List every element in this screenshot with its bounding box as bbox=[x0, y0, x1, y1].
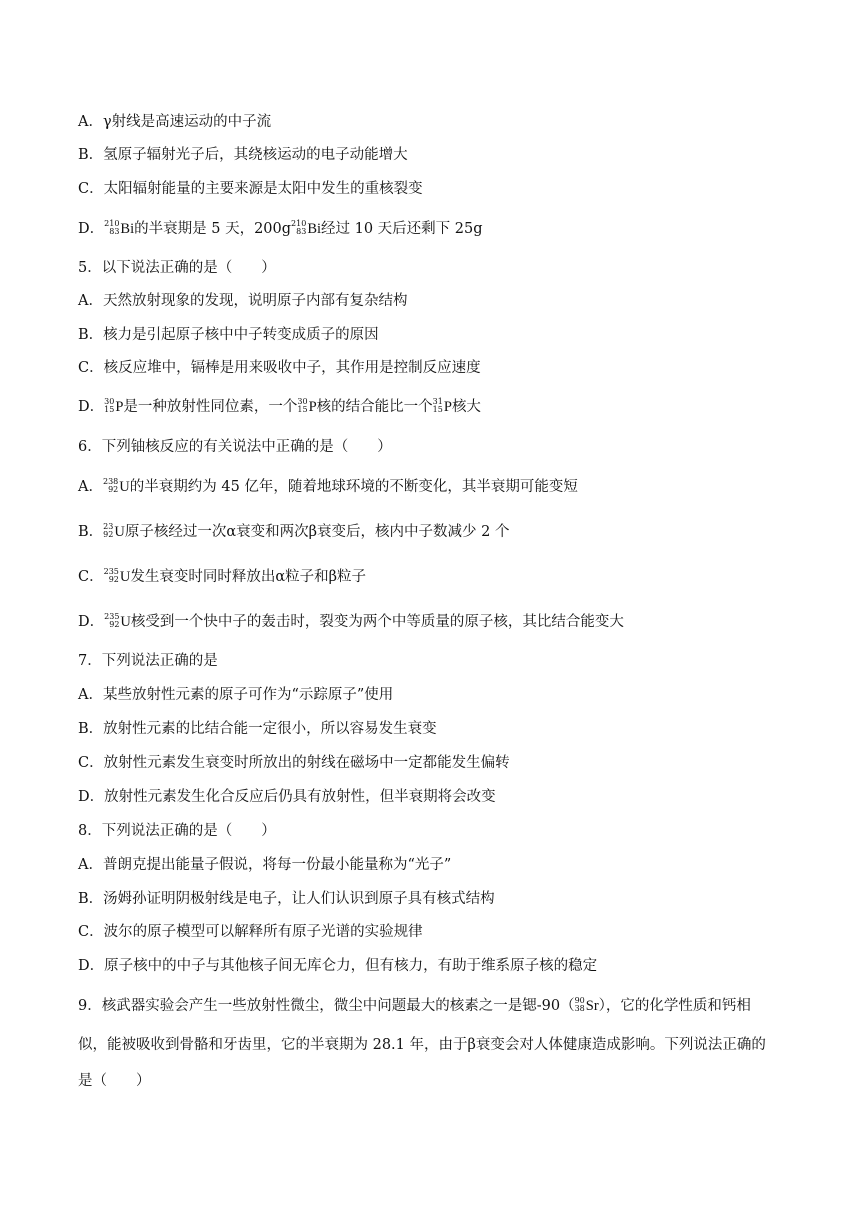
q8-option-b: B．汤姆孙证明阴极射线是电子，让人们认识到原子具有核式结构 bbox=[78, 891, 495, 907]
q8-option-c: C．波尔的原子模型可以解释所有原子光谱的实验规律 bbox=[78, 924, 423, 940]
q6-option-d bbox=[78, 612, 800, 632]
mass-number: 90 bbox=[574, 996, 585, 1005]
element-symbol: U bbox=[120, 614, 131, 630]
nuclide-notation bbox=[104, 398, 114, 414]
atomic-number: 83 bbox=[296, 227, 307, 236]
option-text: 发生衰变时同时释放出α粒子和β粒子 bbox=[130, 569, 367, 585]
q5-option-c: C．核反应堆中，镉棒是用来吸收中子，其作用是控制反应速度 bbox=[78, 360, 481, 376]
nuclide-notation bbox=[297, 398, 307, 414]
q7-option-c: C．放射性元素发生衰变时所放出的射线在磁场中一定都能发生偏转 bbox=[78, 755, 510, 771]
q6-option-b bbox=[78, 522, 800, 542]
nuclide-notation bbox=[103, 523, 113, 539]
q5-stem: 5．以下说法正确的是（ ） bbox=[78, 260, 276, 276]
option-text: 核受到一个快中子的轰击时，裂变为两个中等质量的原子核，其比结合能变大 bbox=[130, 614, 624, 630]
mass-number: 235 bbox=[104, 612, 120, 621]
nuclide-notation bbox=[104, 220, 119, 236]
q7-option-a: A．某些放射性元素的原子可作为“示踪原子”使用 bbox=[78, 687, 394, 703]
option-text: 的半衰期约为 45 亿年，随着地球环境的不断变化，其半衰期可能变短 bbox=[129, 479, 578, 495]
atomic-number: 92 bbox=[108, 575, 119, 584]
option-prefix: D． bbox=[78, 399, 105, 415]
atomic-number: 92 bbox=[103, 530, 114, 539]
q8-option-a: A．普朗克提出能量子假说，将每一份最小能量称为“光子” bbox=[78, 857, 452, 873]
atomic-number: 92 bbox=[109, 620, 120, 629]
q7-option-b: B．放射性元素的比结合能一定很小，所以容易发生衰变 bbox=[78, 721, 437, 737]
nuclide-notation bbox=[433, 398, 443, 414]
atomic-number: 83 bbox=[109, 227, 120, 236]
stem-text: 9．核武器实验会产生一些放射性微尘，微尘中问题最大的核素之一是锶-90（ bbox=[78, 998, 575, 1014]
element-symbol: P bbox=[308, 399, 317, 415]
atomic-number: 92 bbox=[108, 485, 119, 494]
atomic-number: 15 bbox=[432, 405, 443, 414]
stem-text: ），它的化学性质和钙相 bbox=[598, 998, 751, 1014]
q5-option-a: A．天然放射现象的发现，说明原子内部有复杂结构 bbox=[78, 293, 408, 309]
q9-stem-line-1 bbox=[78, 996, 800, 1016]
q8-option-d: D．原子核中的中子与其他核子间无库仑力，但有核力，有助于维系原子核的稳定 bbox=[78, 958, 598, 974]
atomic-number: 15 bbox=[104, 405, 115, 414]
mass-number: 210 bbox=[104, 219, 120, 228]
mass-number: 30 bbox=[297, 397, 308, 406]
atomic-number: 15 bbox=[297, 405, 308, 414]
option-prefix: C． bbox=[78, 569, 104, 585]
q8-stem: 8．下列说法正确的是（ ） bbox=[78, 823, 276, 839]
nuclide-notation bbox=[291, 220, 306, 236]
mass-number: 235 bbox=[103, 567, 119, 576]
q4-option-c: C．太阳辐射能量的主要来源是太阳中发生的重核裂变 bbox=[78, 181, 423, 197]
option-text: 是一种放射性同位素，一个 bbox=[123, 399, 298, 415]
q9-stem-line-2: 似，能被吸收到骨骼和牙齿里，它的半衰期为 28.1 年，由于β衰变会对人体健康造成影响。下列说法正确的 bbox=[78, 1037, 766, 1053]
q5-option-b: B．核力是引起原子核中中子转变成质子的原因 bbox=[78, 327, 379, 343]
q6-stem: 6．下列铀核反应的有关说法中正确的是（ ） bbox=[78, 439, 392, 455]
q9-stem-line-3: 是（ ） bbox=[78, 1073, 151, 1089]
q5-option-d bbox=[78, 397, 800, 417]
nuclide-notation bbox=[103, 478, 118, 494]
mass-number: 30 bbox=[104, 397, 115, 406]
option-prefix: D． bbox=[78, 614, 105, 630]
element-symbol: Bi bbox=[120, 221, 135, 237]
element-symbol: Sr bbox=[585, 998, 599, 1014]
q6-option-a bbox=[78, 477, 800, 497]
element-symbol: U bbox=[119, 569, 131, 585]
element-symbol: U bbox=[114, 524, 125, 540]
option-text: 核的结合能比一个 bbox=[316, 399, 433, 415]
nuclide-notation bbox=[104, 568, 119, 584]
element-symbol: U bbox=[119, 479, 130, 495]
option-prefix: A． bbox=[78, 479, 103, 495]
nuclide-notation bbox=[104, 613, 119, 629]
q7-stem: 7．下列说法正确的是 bbox=[78, 653, 218, 669]
q4-option-a: A．γ射线是高速运动的中子流 bbox=[78, 114, 272, 130]
option-prefix: D． bbox=[78, 221, 105, 237]
option-text: 经过 10 天后还剩下 25g bbox=[321, 221, 483, 237]
q6-option-c bbox=[78, 567, 800, 587]
element-symbol: Bi bbox=[307, 221, 322, 237]
q7-option-d: D．放射性元素发生化合反应后仍具有放射性，但半衰期将会改变 bbox=[78, 789, 496, 805]
mass-number: 210 bbox=[291, 219, 307, 228]
mass-number: 238 bbox=[102, 477, 119, 486]
option-text: 的半衰期是 5 天，200g bbox=[134, 221, 292, 237]
option-prefix: B． bbox=[78, 524, 104, 540]
q4-option-b: B．氢原子辐射光子后，其绕核运动的电子动能增大 bbox=[78, 147, 408, 163]
atomic-number: 38 bbox=[574, 1004, 585, 1013]
q4-option-d bbox=[78, 219, 800, 239]
option-text: 核大 bbox=[451, 399, 481, 415]
mass-number: 31 bbox=[432, 397, 443, 406]
element-symbol: P bbox=[443, 399, 452, 415]
element-symbol: P bbox=[115, 399, 124, 415]
mass-number: 23 bbox=[103, 522, 114, 531]
option-text: 原子核经过一次α衰变和两次β衰变后，核内中子数减少 2 个 bbox=[124, 524, 510, 540]
nuclide-notation bbox=[575, 997, 585, 1013]
